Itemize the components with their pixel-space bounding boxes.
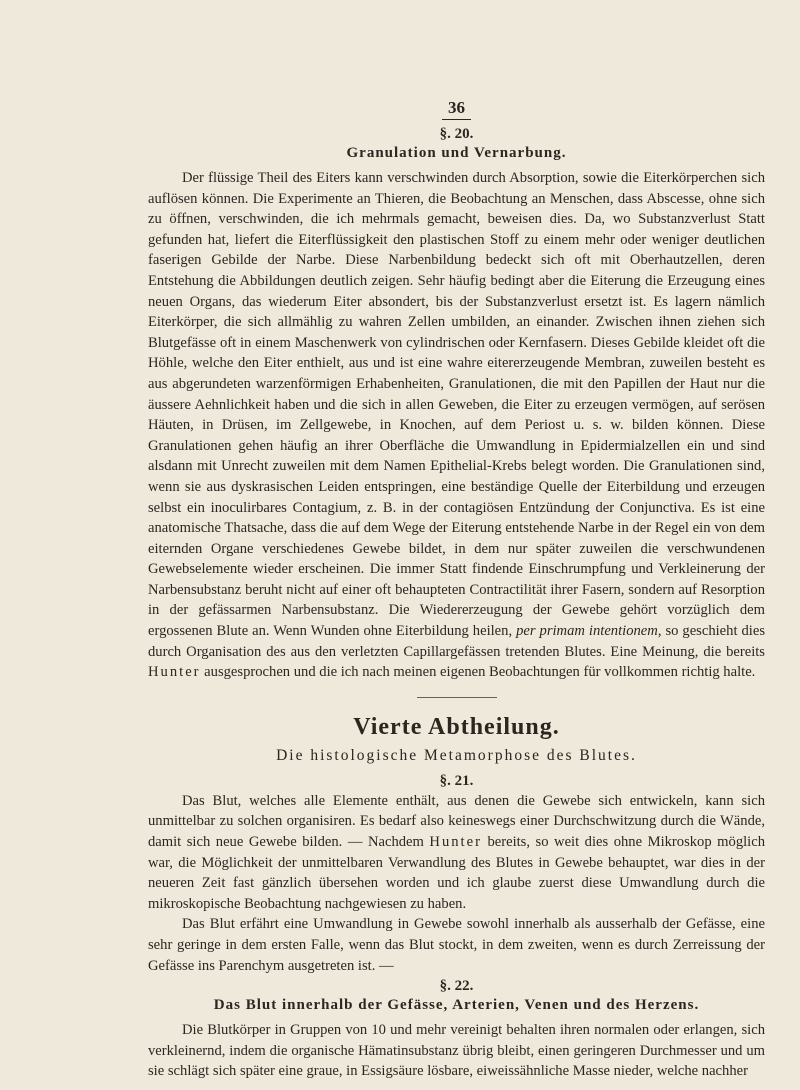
section-22-title: Das Blut innerhalb der Gefässe, Arterien, Venen und des Herzens. — [213, 997, 700, 1014]
latin-phrase: per primam intentionem — [516, 623, 658, 640]
part-title: Vierte Abtheilung. — [353, 713, 560, 740]
text-run: bereits, so weit dies ohne Mikroskop möglich war, die Möglichkeit der unmittelbaren Verwandlung des Blutes in Gewebe behauptet, war dies in der neueren Zeit fast gänzlich übersehen worden und ich glaube zuerst diese Umwandlung durch die mikroskopische Beobachtung nachgewiesen zu haben. — [148, 834, 766, 912]
section-21-paragraph-1 — [148, 791, 765, 915]
part-subtitle: Die histologische Metamorphose des Blutes. — [276, 746, 637, 764]
text-run: , so geschieht dies durch Organisation des aus den verletzten Capillargefässen tretenden Blutes. Eine Meinung, die bereits — [148, 623, 765, 660]
author-name: Hunter — [429, 834, 482, 851]
section-divider — [417, 697, 497, 698]
page-number-text: 36 — [442, 98, 471, 120]
section-20-title: Granulation und Vernarbung. — [346, 145, 567, 161]
text-run: Der flüssige Theil des Eiters kann verschwinden durch Absorption, sowie die Eiterkörperchen sich auflösen können. Die Experimente an Thieren, die Beobachtung an Menschen, dass Abscesse, ohne sich zu öffnen, verschwinden, die ich mehrmals gemacht, beweisen dies. Da, wo Substanzverlust Statt gefunden hat, liefert die Eiterflüssigkeit den plastischen Stoff zu einem mehr oder weniger deutlichen faserigen Gebilde der Narbe. Diese Narbenbildung bedeckt sich oft mit Oberhautzellen, deren Entstehung die Abbildungen deutlich zeigen. Sehr häufig bedingt aber die Eiterung die Erzeugung eines neuen Organs, das wiederum Eiter absondert, bis der Substanzverlust ersetzt ist. Es lagern nämlich Eiterkörper, die sich allmählig zu wahren Zellen umbilden, an einander. Zwischen ihnen ziehen sich Blutgefässe oft in einem Maschenwerk von cylindrischen oder Kernfasern. Dieses Gebilde kleidet oft die Höhle, welche den Eiter enthielt, aus und ist eine wahre eitererzeugende Membran, zuweilen besteht es aus abgerundeten warzenförmigen Erhabenheiten, Granulationen, die mit den Papillen der Haut nur die äussere Aehnlichkeit haben und die sich in allen Geweben, die Eiter zu erzeugen vermögen, auf serösen Häuten, in Drüsen, im Zellgewebe, in Knochen, auf dem Periost u. s. w. bilden können. Diese Granulationen gehen häufig an ihrer Oberfläche die Umwandlung in Epidermialzellen ein und sind alsdann mit Unrecht zuweilen mit dem Namen Epithelial-Krebs belegt worden. Die Granulationen sind, wenn sie aus dyskrasischen Leiden entspringen, eine beständige Quelle der Eiterbildung und erzeugen selbst ein inoculirbares Contagium, z. B. in der contagiösen Entzündung der Conjunctiva. Es ist eine anatomische Thatsache, dass die auf dem Wege der Eiterung entstehende Narbe in der Regel ein von dem eiternden Organe verschiedenes Gewebe bildet, in dem nur später zuweilen die verschwundenen Gewebselemente wieder erscheinen. Die immer Statt findende Einschrumpfung und Verkleinerung der Narbensubstanz beruht nicht auf einer oft behaupteten Contractilität ihrer Fasern, sondern auf Resorption in der gefässarmen Narbensubstanz. Die Wiedererzeugung der Gewebe gehört vorzüglich dem ergossenen Blute an. Wenn Wunden ohne Eiterbildung heilen, — [148, 170, 765, 640]
section-21-heading: §. 21. — [439, 772, 474, 789]
page-number — [148, 98, 765, 120]
text-run: Das Blut, welches alle Elemente enthält, aus denen die Gewebe sich entwickeln, kann sich unmittelbar zu solchen organisiren. Es bedarf also keineswegs einer Durchschwitzung durch die Wände, damit sich neue Gewebe bilden. — Nachdem — [148, 792, 765, 851]
author-name: Hunter — [148, 664, 201, 681]
section-22-paragraph: Die Blutkörper in Gruppen von 10 und mehr vereinigt behalten ihren normalen oder erlangen, sich verkleinernd, indem die organische Hämatinsubstanz übrig bleibt, einen geringeren Durchmesser und um sie schlägt sich später eine graue, in Essigsäure lösbare, eiweissähnliche Masse nieder, welche nachher — [148, 1022, 765, 1080]
text-run: ausgesprochen und die ich nach meinen eigenen Beobachtungen für vollkommen richtig halte. — [200, 664, 756, 681]
section-22-heading: §. 22. — [439, 978, 474, 995]
section-20-heading: §. 20. — [439, 126, 474, 142]
section-21-paragraph-2: Das Blut erfährt eine Umwandlung in Gewebe sowohl innerhalb als ausserhalb der Gefässe, eine sehr geringe in dem ersten Falle, wenn das Blut stockt, in dem zweiten, wenn es durch Zerreissung der Gefässe ins Parenchym ausgetreten ist. — — [148, 916, 765, 974]
page-content — [148, 98, 765, 1082]
section-20-paragraph — [148, 168, 765, 683]
